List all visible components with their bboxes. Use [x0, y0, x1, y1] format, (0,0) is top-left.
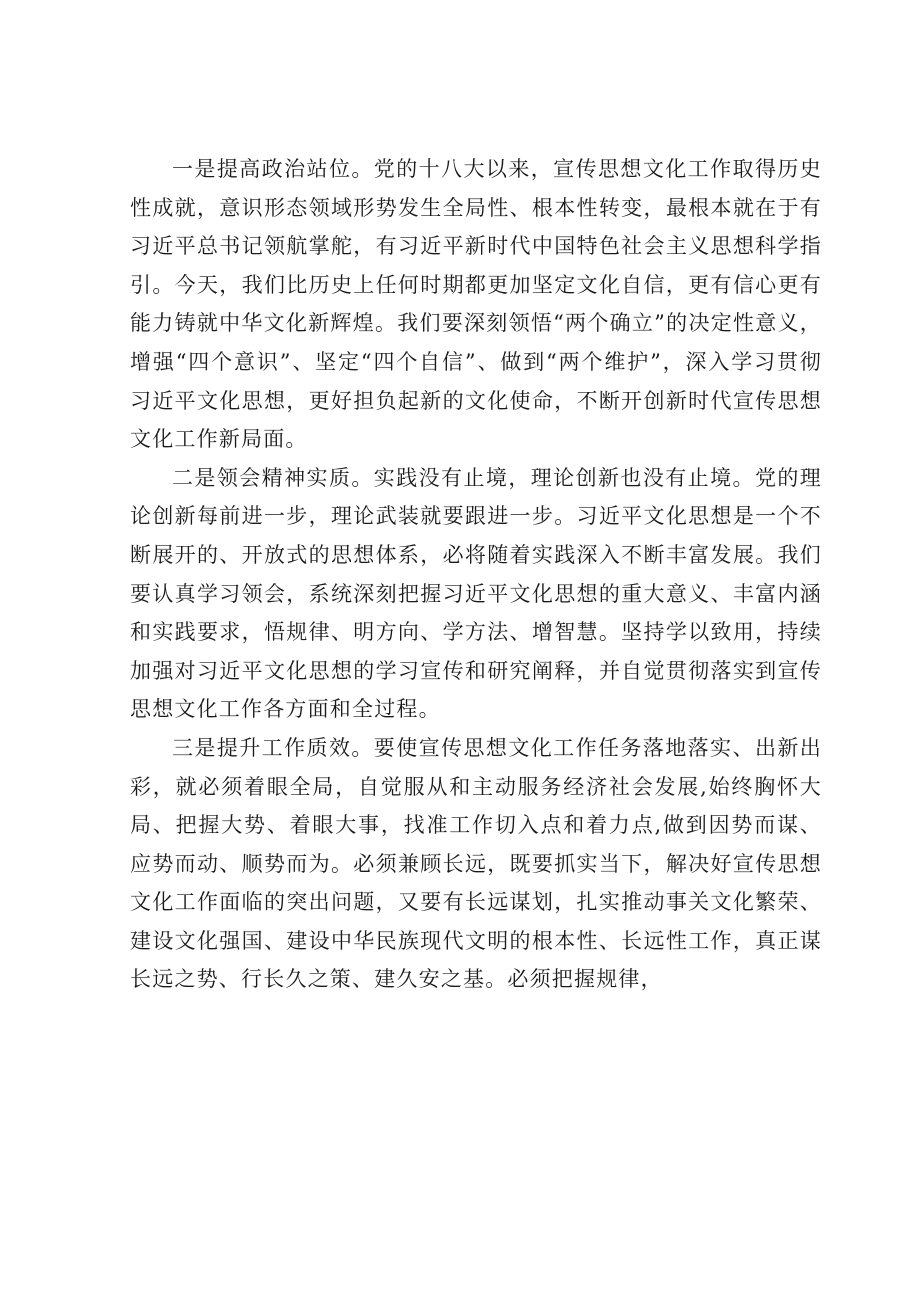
paragraph-improve-political-stance: 一是提高政治站位。党的十八大以来，宣传思想文化工作取得历史性成就，意识形态领域形势发生全局性、根本性转变，最根本就在于有习近平总书记领航掌舵，有习近平新时代中国特色社会主义思想科学指引。今天，我们比历史上任何时期都更加坚定文化自信，更有信心更有能力铸就中华文化新辉煌。我们要深刻领悟“两个确立”的决定性意义，增强“四个意识”、坚定“四个自信”、做到“两个维护”，深入学习贯彻习近平文化思想，更好担负起新的文化使命，不断开创新时代宣传思想文化工作新局面。: [130, 157, 822, 452]
paragraph-improve-work-quality: 三是提升工作质效。要使宣传思想文化工作任务落地落实、出新出彩，就必须着眼全局，自觉服从和主动服务经济社会发展,始终胸怀大局、把握大势、着眼大事，找准工作切入点和着力点,做到因势而谋、应势而动、顺势而为。必须兼顾长远，既要抓实当下，解决好宣传思想文化工作面临的突出问题，又要有长远谋划，扎实推动事关文化繁荣、建设文化强国、建设中华民族现代文明的根本性、长远性工作，真正谋长远之势、行长久之策、建久安之基。必须把握规律，: [130, 735, 822, 992]
document-body: [130, 150, 822, 999]
paragraph-grasp-spiritual-essence: 二是领会精神实质。实践没有止境，理论创新也没有止境。党的理论创新每前进一步，理论武装就要跟进一步。习近平文化思想是一个不断展开的、开放式的思想体系，必将随着实践深入不断丰富发展。我们要认真学习领会，系统深刻把握习近平文化思想的重大意义、丰富内涵和实践要求，悟规律、明方向、学方法、增智慧。坚持学以致用，持续加强对习近平文化思想的学习宣传和研究阐释，并自觉贯彻落实到宣传思想文化工作各方面和全过程。: [130, 465, 822, 722]
